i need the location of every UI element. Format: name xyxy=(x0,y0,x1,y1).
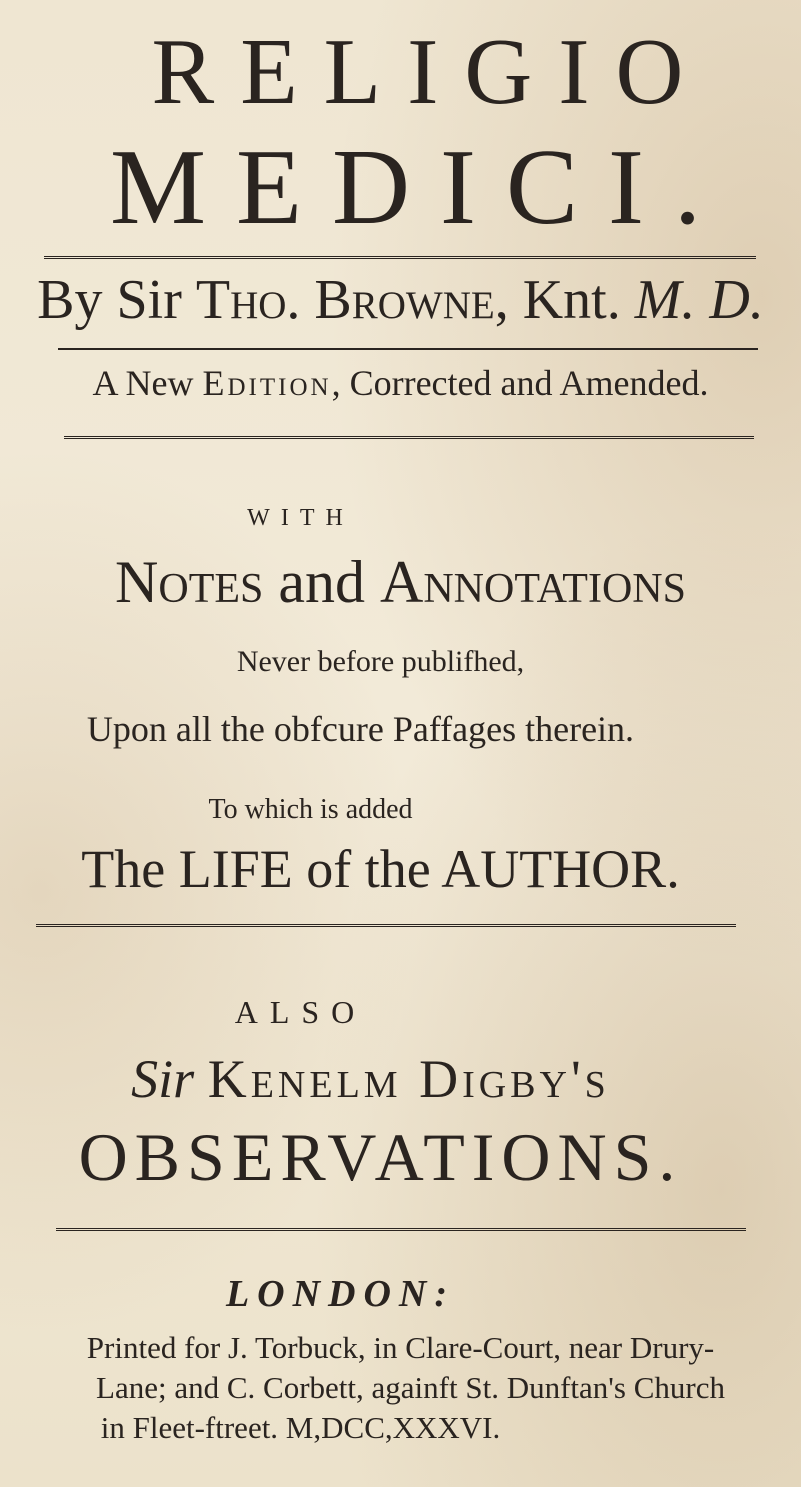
rule-4 xyxy=(36,924,736,930)
edition-suffix: , Corrected and Amended. xyxy=(331,363,709,403)
author-prefix: By Sir xyxy=(37,269,182,331)
title-line-1: RELIGIO xyxy=(151,20,710,124)
rule-5 xyxy=(56,1228,746,1234)
edition-prefix: A New xyxy=(92,363,194,403)
notes-heading xyxy=(0,548,801,617)
imprint-line-3: in Fleet-ftreet. M,DCC,XXXVI. xyxy=(100,1410,501,1445)
digby-line xyxy=(0,1048,771,1110)
digby-name: Kenelm Digby's xyxy=(207,1049,610,1109)
author-name: Tho. Browne, xyxy=(195,269,509,331)
observations-heading: OBSERVATIONS. xyxy=(78,1119,683,1195)
author-degree: M. D. xyxy=(634,269,764,331)
rule-3 xyxy=(64,436,754,442)
digby-prefix: Sir xyxy=(131,1049,195,1109)
annotations-word: Annotations xyxy=(380,549,686,615)
with-label: WITH xyxy=(247,505,354,531)
imprint-line-1: Printed for J. Torbuck, in Clare-Court, near Drury- xyxy=(86,1330,715,1365)
rule-1 xyxy=(44,256,756,262)
rule-2 xyxy=(58,348,758,350)
obscure-passages: Upon all the obfcure Paffages therein. xyxy=(86,709,635,749)
to-which-added: To which is added xyxy=(208,794,413,825)
author-line xyxy=(0,268,801,332)
notes-word: Notes xyxy=(115,549,264,615)
edition-line xyxy=(0,362,801,404)
life-of-author: The LIFE of the AUTHOR. xyxy=(81,839,680,899)
notes-and: and xyxy=(278,549,366,615)
author-title: Knt. xyxy=(522,269,621,331)
edition-word: Edition xyxy=(202,363,332,403)
also-label: ALSO xyxy=(234,994,367,1030)
imprint-line-2: Lane; and C. Corbett, againft St. Dunftan's Church xyxy=(96,1370,725,1405)
imprint-place: LONDON: xyxy=(225,1273,456,1315)
title-line-2: MEDICI. xyxy=(110,128,731,247)
never-published: Never before publifhed, xyxy=(236,645,525,678)
